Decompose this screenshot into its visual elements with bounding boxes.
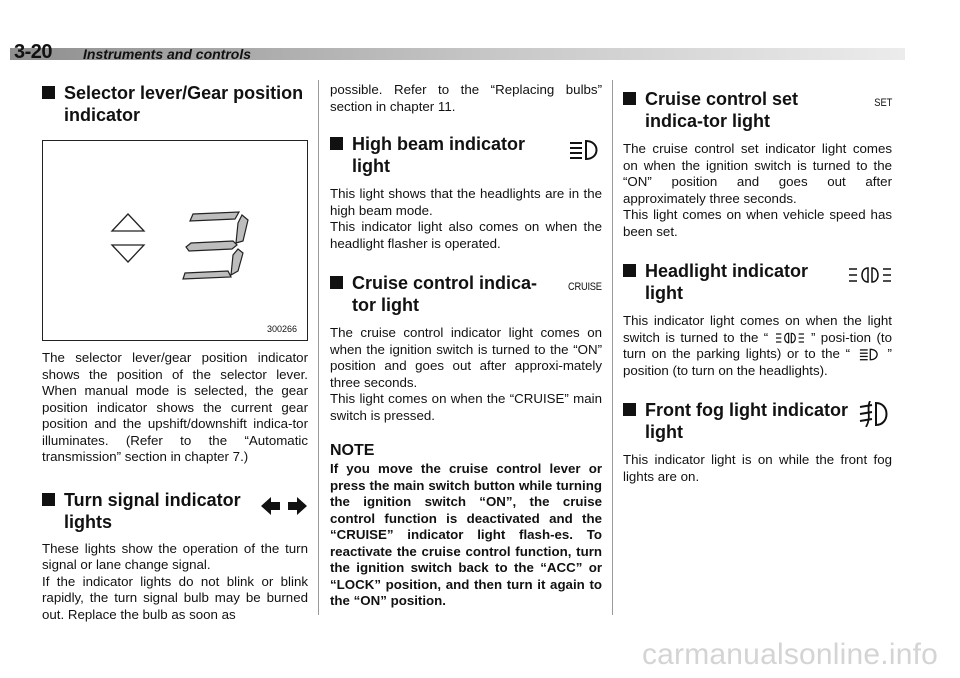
continued-text: possible. Refer to the “Replacing bulbs” section in chapter 11.	[330, 82, 602, 114]
gear-digit-segments	[183, 212, 248, 279]
note-title: NOTE	[330, 442, 375, 459]
page-footer	[0, 638, 960, 678]
cruise-set-text-1: The cruise control set indicator light comes on when the ignition switch is turned to the “ON” position and goes out after approximately three seconds.	[623, 141, 892, 206]
high-beam-text-2: This indicator light also comes on when the headlight flasher is operated.	[330, 219, 602, 251]
high-beam-heading: High beam indicator light	[330, 133, 602, 177]
heading-bullet	[330, 137, 343, 150]
selector-text: The selector lever/gear position indicator shows the position of the selector lever. When manual mode is selected, the gear position indicator shows the current gear position and the upshift/downshift indica-tor illuminates. (Refer to the “Automatic transmission” section in chapter 7.)	[42, 350, 308, 464]
upshift-triangle	[112, 214, 144, 231]
column-divider	[318, 80, 319, 615]
cruise-text-2: This light comes on when the “CRUISE” main switch is pressed.	[330, 391, 602, 423]
high-beam-text-1: This light shows that the headlights are in the high beam mode.	[330, 186, 602, 218]
front-fog-heading: Front fog light indicator light	[623, 399, 892, 443]
heading-bullet	[623, 264, 636, 277]
cruise-set-text-2: This light comes on when vehicle speed has been set.	[623, 207, 892, 239]
cruise-heading: Cruise control indica-tor light CRUISE	[330, 272, 602, 316]
watermark: carmanualsonline.info	[641, 638, 938, 671]
column-divider	[612, 80, 613, 615]
heading-bullet	[330, 276, 343, 289]
heading-bullet	[42, 493, 55, 506]
note-text: If you move the cruise control lever or press the main switch button while turning the ignition switch “ON”, the cruise control function is deactivated and the “CRUISE” indicator light flash-es. To reactivate the cruise control function, turn the ignition switch back to the “ACC” or “LOCK” position, and then turn it again to the “ON” position.	[330, 461, 602, 608]
section-title: Instruments and controls	[83, 46, 252, 62]
column-1	[42, 82, 308, 623]
gear-indicator-figure	[42, 140, 308, 341]
gear-indicator-illustration	[43, 141, 307, 340]
high-beam-icon	[566, 139, 602, 161]
cruise-set-heading: Cruise control set indica-tor light SET	[623, 88, 892, 132]
headlight-text: This indicator light comes on when the light switch is turned to the “ ” posi-tion (to turn on the parking lights) or to the “ ” position (to turn on the headlights).	[623, 313, 892, 378]
set-icon: SET	[873, 97, 892, 109]
headlight-inline-icon	[856, 348, 882, 361]
cruise-icon: CRUISE	[568, 281, 602, 293]
front-fog-light-icon	[858, 401, 892, 427]
heading-bullet	[623, 92, 636, 105]
turn-signal-text-2: If the indicator lights do not blink or blink rapidly, the turn signal bulb may be burned out. Replace the bulb as soon as	[42, 573, 308, 622]
cruise-text-1: The cruise control indicator light comes on when the ignition switch is turned to the “ON” position and goes out after approxi-mately three seconds.	[330, 325, 602, 390]
page-header	[0, 0, 960, 70]
heading-bullet	[623, 403, 636, 416]
column-2	[330, 82, 602, 610]
front-fog-text: This indicator light is on while the front fog lights are on.	[623, 452, 892, 484]
parking-light-inline-icon	[774, 332, 806, 344]
page-number: 3-20	[14, 41, 53, 63]
heading-bullet	[42, 86, 55, 99]
turn-signal-heading: Turn signal indicator lights	[42, 489, 308, 533]
figure-code: 300266	[266, 324, 297, 334]
column-3	[623, 82, 892, 485]
downshift-triangle	[112, 245, 144, 262]
turn-signal-text-1: These lights show the operation of the turn signal or lane change signal.	[42, 540, 308, 572]
parking-light-icon	[848, 266, 892, 284]
turn-signal-arrows-icon	[260, 495, 308, 517]
headlight-heading: Headlight indicator light	[623, 260, 892, 304]
selector-heading: Selector lever/Gear position indicator	[42, 82, 308, 126]
